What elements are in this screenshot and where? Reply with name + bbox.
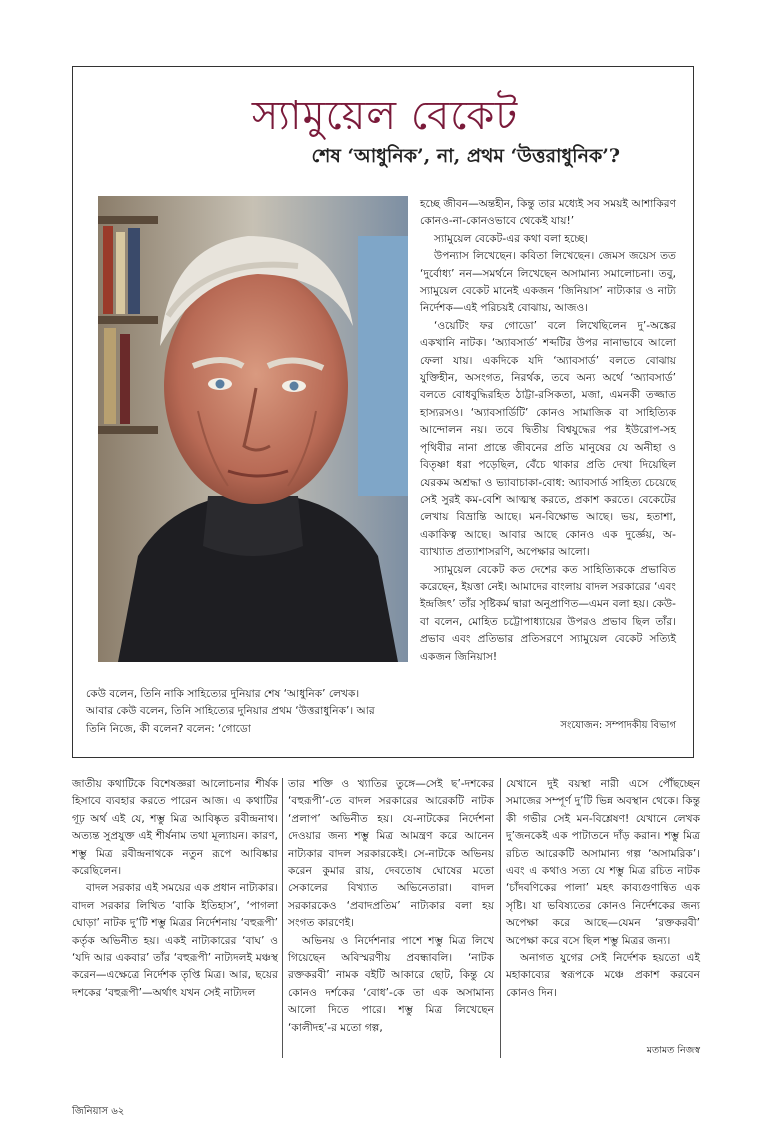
body-paragraph: যেখানে দুই বয়স্থা নারী এসে পৌঁছচ্ছেন সমাজের সম্পূর্ণ দু’টি ভিন্ন অবস্থান থেকে। কিন্তু কী গভীর সেই মন-বিশ্লেষণ! যেখানে লেখক দু’জনকেই এক পাটাতনে দাঁড় করান। শম্ভু মিত্র রচিত আরেকটি অসামান্য গল্প ‘অসামরিক’। এবং এ কথাও সত্য যে শম্ভু মিত্র রচিত নাটক ‘চাঁদবণিকের পালা’ মহৎ কাব্যগুণান্বিত এক সৃষ্টি। যা ভবিষ্যতের কোনও নির্দেশকের জন্য অপেক্ষা করে আছে—যেমন ‘রক্তকরবী’ অপেক্ষা করে বসে ছিল শম্ভু মিত্রর জন্য। — [506, 778, 700, 947]
body-column-2 — [288, 776, 494, 1037]
page-footer: জিনিয়াস ৬২ — [72, 1106, 125, 1117]
photo-caption: কেউ বলেন, তিনি নাকি সাহিত্যের দুনিয়ার শেষ ‘আধুনিক’ লেখক। আবার কেউ বলেন, তিনি সাহিত্যের দুনিয়ার প্রথম ‘উত্তরাধুনিক’। আর তিনি নিজে, কী বলেন? বলেন: ‘গোডো — [86, 688, 375, 735]
article-paragraph: ‘ওয়েটিং ফর গোডো’ বলে লিখেছিলেন দু’-অঙ্কের একখানি নাটক। ‘অ্যাবসার্ড’ শব্দটির উপর নানাভাবে আলো ফেলা যায়। একদিকে যদি ‘অ্যাবসার্ড’ বলতে বোঝায় যুক্তিহীন, অসংগত, নিরর্থক, তবে অন্য অর্থে ‘অ্যাবসার্ড’ বলতে বোধবুদ্ধিরহিত ঠাট্টা-রসিকতা, মজা, এমনকী তজ্জাত হাস্যরসও। ‘অ্যাবসার্ডিটি’ কোনও সামাজিক বা সাহিত্যিক আন্দোলন নয়। তবে দ্বিতীয় বিশ্বযুদ্ধের পর ইউরোপ-সহ পৃথিবীর নানা প্রান্তে জীবনের প্রতি মানুষের যে অনীহা ও বিতৃষ্ণা ধরা পড়েছিল, বেঁচে থাকার প্রতি দেখা দিয়েছিল যেরকম অশ্রদ্ধা ও ভ্যাবাচাকা-বোধ: অ্যাবসার্ড সাহিত্য চেয়েছে সেই সুরই কম-বেশি আত্মস্থ করতে, প্রকাশ করতে। বেকেটের লেখায় বিভ্রান্তি আছে। মন-বিক্ষোভ আছে। ভয়, হতাশা, একাকিত্ব আছে। আবার আছে কোনও এক দুর্জ্ঞেয়, অ-ব্যাখ্যাত প্রত্যাশাসরণি, অপেক্ষার আলো। — [420, 319, 676, 559]
article-paragraph: উপন্যাস লিখেছেন। কবিতা লিখেছেন। জেমস জয়েস তত ‘দুর্বোধ্য’ নন—সমর্থনে লিখেছেন অসামান্য সমালোচনা। তবু, স্যামুয়েল বেকেট মানেই একজন ‘জিনিয়াস’ নাট্যকার ও নাট্য নির্দেশক—এই পরিচয়ই বোঝায়, আজও। — [420, 250, 676, 315]
column-divider — [500, 778, 501, 1058]
portrait-photo — [98, 196, 408, 662]
body-paragraph: জাতীয় কথাটিকে বিশেষজ্ঞরা আলোচনার শীর্ষক হিসাবে ব্যবহার করতে পারেন আজ। এ কথাটির গূঢ় অর্থ এই যে, শম্ভু মিত্র আবিষ্কৃত রবীন্দ্রনাথ। অত্যন্ত সুপ্রযুক্ত এই শীর্ষনাম তথা মূল্যায়ন। কারণ, শম্ভু মিত্র রবীন্দ্রনাথকে নতুন রূপে আবিষ্কার করেছিলেন। — [72, 778, 278, 878]
article-paragraph: স্যামুয়েল বেকেট-এর কথা বলা হচ্ছে। — [434, 232, 589, 245]
body-paragraph: অনাগত যুগের সেই নির্দেশক হয়তো এই মহাকাব্যের স্বরূপকে মঞ্চে প্রকাশ করবেন কোনও দিন। — [506, 952, 700, 999]
body-paragraph: তার শক্তি ও খ্যাতির তুঙ্গে—সেই ছ’-দশকের ‘বহুরূপী’-তে বাদল সরকারের আরেকটি নাটক ‘প্রলাপ’ অভিনীত হয়। যে-নাটকের নির্দেশনা দেওয়ার জন্য শম্ভু মিত্র আমন্ত্রণ করে আনেন নাট্যকার বাদল সরকারকেই। সে-নাটকে অভিনয় করেন কুমার রায়, দেবতোষ ঘোষের মতো সেকালের বিখ্যাত অভিনেতারা। বাদল সরকারকেও ‘প্রবাদপ্রতিম’ নাট্যকার বলা হয় সংগত কারণেই। — [288, 778, 494, 930]
body-paragraph: অভিনয় ও নির্দেশনার পাশে শম্ভু মিত্র লিখে গিয়েছেন অবিস্মরণীয় প্রবন্ধাবলি। ‘নাটক রক্তকরবী’ নামক বইটি আকারে ছোট, কিন্তু যে কোনও দর্শকের ‘বোধ’-কে তা এক অসামান্য আলো দিতে পারে। শম্ভু মিত্র লিখেছেন ‘কালীদহ’-র মতো গল্প, — [288, 934, 494, 1034]
column-divider — [282, 778, 283, 1058]
portrait-illustration — [98, 196, 408, 662]
page-title: স্যামুয়েল বেকেট — [251, 93, 519, 139]
opinion-disclaimer: মতামত নিজস্ব — [646, 1045, 700, 1056]
page-subtitle: শেষ ‘আধুনিক’, না, প্রথম ‘উত্তরাধুনিক’? — [311, 145, 620, 167]
article-paragraph: স্যামুয়েল বেকেট কত দেশের কত সাহিত্যিককে প্রভাবিত করেছেন, ইয়ত্তা নেই। আমাদের বাংলায় বাদল সরকারের ‘এবং ইন্দ্রজিৎ’ তাঁর সৃষ্টিকর্ম দ্বারা অনুপ্রাণিত—এমন বলা হয়। কেউ-বা বলেন, মোহিত চট্টোপাধ্যায়ের উপরও প্রভাব ছিল তাঁর। প্রভাব এবং প্রতিভার প্রতিসরণে স্যামুয়েল বেকেট সত্যিই একজন জিনিয়াস! — [420, 563, 676, 663]
article-text — [420, 196, 676, 666]
article-paragraph: হচ্ছে জীবন—অন্তহীন, কিন্তু তার মধ্যেই সব সময়ই আশাকিরণ কোনও-না-কোনওভাবে থেকেই যায়!’ — [420, 198, 676, 228]
body-column-3 — [506, 776, 700, 1002]
body-column-1 — [72, 776, 278, 1002]
body-paragraph: বাদল সরকার এই সময়ের এক প্রধান নাট্যকার। বাদল সরকার লিখিত ‘বাকি ইতিহাস’, ‘পাগলা ঘোড়া’ নাটক দু’টি শম্ভু মিত্রর নির্দেশনায় ‘বহুরূপী’ কর্তৃক অভিনীত হয়। একই নাট্যকারের ‘বাঘ’ ও ‘যদি আর একবার’ তাঁর ‘বহুরূপী’ নাট্যদলই মঞ্চস্থ করেন—এক্ষেত্রে নির্দেশক তৃপ্তি মিত্র। আর, ছয়ের দশকের ‘বহুরূপী’—অর্থাৎ যখন সেই নাট্যদল — [72, 882, 278, 999]
editorial-credit: সংযোজন: সম্পাদকীয় বিভাগ — [560, 720, 676, 731]
